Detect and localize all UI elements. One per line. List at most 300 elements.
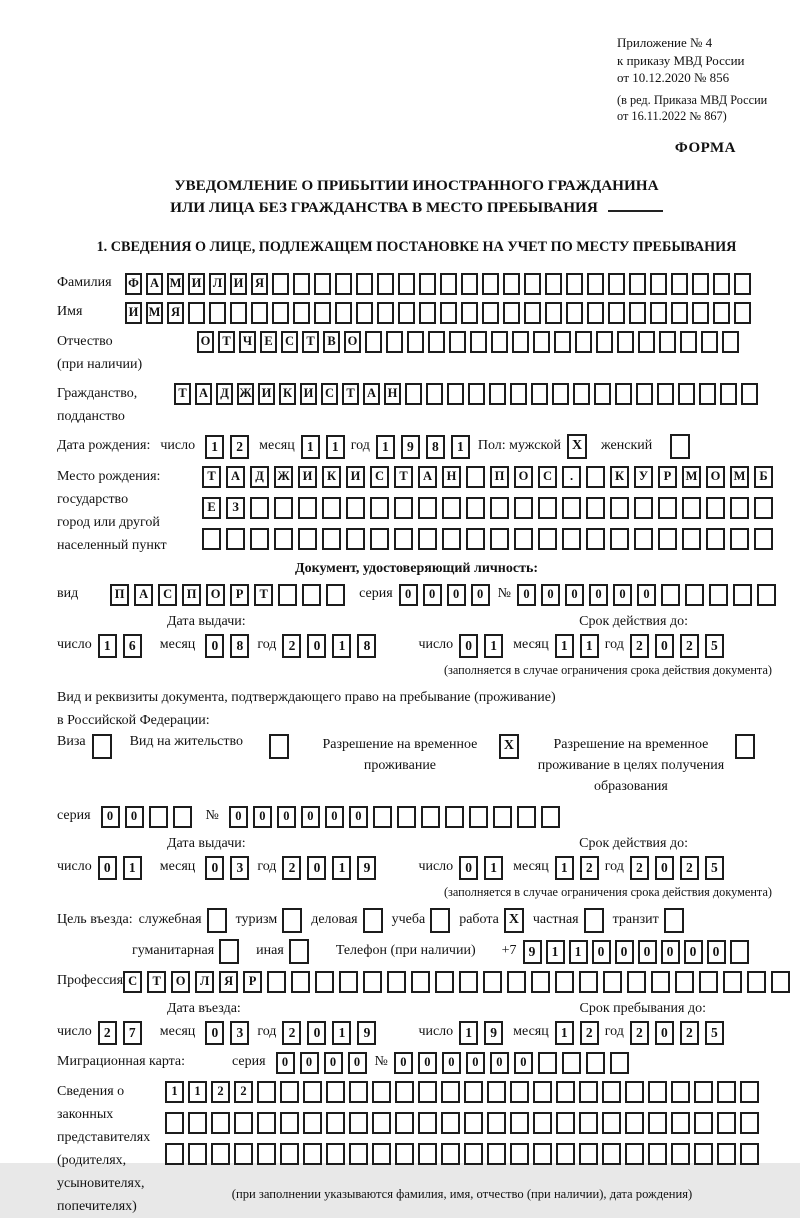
char-cell[interactable] [671, 1143, 690, 1165]
char-cell[interactable] [346, 497, 365, 519]
char-cell[interactable]: 2 [630, 856, 649, 880]
char-cell[interactable] [629, 273, 646, 295]
char-cell[interactable]: 0 [307, 1021, 326, 1045]
char-cell[interactable]: 2 [630, 634, 649, 658]
char-cell[interactable] [397, 806, 416, 828]
char-cell[interactable]: 0 [638, 940, 657, 964]
char-cell[interactable] [489, 383, 506, 405]
char-cell[interactable] [555, 971, 574, 993]
char-cell[interactable]: 0 [307, 634, 326, 658]
char-cell[interactable] [326, 1112, 345, 1134]
char-cell[interactable]: 0 [125, 806, 144, 828]
char-cell[interactable]: 5 [705, 634, 724, 658]
char-cell[interactable]: 1 [332, 634, 351, 658]
char-cell[interactable]: 1 [451, 435, 470, 459]
char-cell[interactable] [493, 806, 512, 828]
char-cell[interactable]: 1 [326, 435, 345, 459]
char-cell[interactable] [603, 971, 622, 993]
char-cell[interactable] [517, 806, 536, 828]
visa-checkbox[interactable] [92, 734, 112, 759]
char-cell[interactable] [533, 331, 550, 353]
char-cell[interactable] [579, 1112, 598, 1134]
char-cell[interactable] [706, 497, 725, 519]
char-cell[interactable] [730, 497, 749, 519]
char-cell[interactable]: Я [219, 971, 238, 993]
char-cell[interactable]: 2 [98, 1021, 117, 1045]
char-cell[interactable] [658, 497, 677, 519]
char-cell[interactable]: 1 [459, 1021, 478, 1045]
char-cell[interactable]: 0 [514, 1052, 533, 1074]
char-cell[interactable]: 1 [188, 1081, 207, 1103]
char-cell[interactable]: 0 [447, 584, 466, 606]
char-cell[interactable] [510, 383, 527, 405]
char-cell[interactable]: И [300, 383, 317, 405]
char-cell[interactable]: 1 [332, 856, 351, 880]
char-cell[interactable] [533, 1112, 552, 1134]
char-cell[interactable]: Ф [125, 273, 142, 295]
char-cell[interactable] [661, 584, 680, 606]
char-cell[interactable] [469, 806, 488, 828]
char-cell[interactable]: Ж [274, 466, 293, 488]
char-cell[interactable] [398, 302, 415, 324]
char-cell[interactable] [257, 1143, 276, 1165]
char-cell[interactable]: И [346, 466, 365, 488]
char-cell[interactable] [447, 383, 464, 405]
char-cell[interactable] [441, 1143, 460, 1165]
char-cell[interactable]: Д [250, 466, 269, 488]
char-cell[interactable] [464, 1112, 483, 1134]
char-cell[interactable] [377, 302, 394, 324]
char-cell[interactable] [326, 1081, 345, 1103]
char-cell[interactable] [566, 302, 583, 324]
char-cell[interactable]: А [363, 383, 380, 405]
char-cell[interactable]: П [490, 466, 509, 488]
char-cell[interactable]: 3 [230, 856, 249, 880]
char-cell[interactable] [339, 971, 358, 993]
char-cell[interactable]: 0 [655, 856, 674, 880]
char-cell[interactable] [234, 1112, 253, 1134]
char-cell[interactable] [545, 273, 562, 295]
char-cell[interactable] [372, 1112, 391, 1134]
char-cell[interactable]: 0 [459, 856, 478, 880]
char-cell[interactable]: 2 [234, 1081, 253, 1103]
char-cell[interactable]: Т [174, 383, 191, 405]
char-cell[interactable] [680, 331, 697, 353]
char-cell[interactable] [188, 1112, 207, 1134]
char-cell[interactable] [398, 273, 415, 295]
char-cell[interactable] [322, 528, 341, 550]
char-cell[interactable] [442, 497, 461, 519]
char-cell[interactable] [491, 331, 508, 353]
char-cell[interactable] [387, 971, 406, 993]
char-cell[interactable]: 5 [705, 856, 724, 880]
char-cell[interactable] [524, 273, 541, 295]
char-cell[interactable] [445, 806, 464, 828]
char-cell[interactable] [250, 528, 269, 550]
char-cell[interactable] [418, 497, 437, 519]
char-cell[interactable]: 0 [307, 856, 326, 880]
purpose-work-checkbox[interactable]: X [504, 908, 524, 933]
char-cell[interactable]: И [125, 302, 142, 324]
char-cell[interactable] [510, 1112, 529, 1134]
char-cell[interactable]: 0 [637, 584, 656, 606]
char-cell[interactable]: 8 [357, 634, 376, 658]
char-cell[interactable]: 1 [484, 856, 503, 880]
char-cell[interactable]: . [562, 466, 581, 488]
char-cell[interactable]: 0 [394, 1052, 413, 1074]
sex-male-checkbox[interactable]: X [567, 434, 587, 459]
char-cell[interactable] [541, 806, 560, 828]
char-cell[interactable] [659, 331, 676, 353]
char-cell[interactable] [699, 971, 718, 993]
char-cell[interactable] [562, 528, 581, 550]
char-cell[interactable] [720, 383, 737, 405]
char-cell[interactable] [349, 1143, 368, 1165]
char-cell[interactable] [586, 1052, 605, 1074]
char-cell[interactable] [303, 1143, 322, 1165]
char-cell[interactable] [441, 1081, 460, 1103]
char-cell[interactable]: Т [394, 466, 413, 488]
char-cell[interactable]: К [322, 466, 341, 488]
char-cell[interactable]: 0 [205, 1021, 224, 1045]
char-cell[interactable] [694, 1112, 713, 1134]
char-cell[interactable] [349, 1081, 368, 1103]
char-cell[interactable] [734, 273, 751, 295]
temp-residence-checkbox[interactable]: X [499, 734, 519, 759]
char-cell[interactable] [675, 971, 694, 993]
char-cell[interactable] [650, 302, 667, 324]
char-cell[interactable]: 0 [418, 1052, 437, 1074]
char-cell[interactable] [250, 497, 269, 519]
char-cell[interactable] [610, 497, 629, 519]
char-cell[interactable] [512, 331, 529, 353]
char-cell[interactable] [314, 302, 331, 324]
char-cell[interactable] [326, 584, 345, 606]
char-cell[interactable] [648, 1081, 667, 1103]
char-cell[interactable] [671, 1081, 690, 1103]
char-cell[interactable]: Л [209, 273, 226, 295]
char-cell[interactable] [730, 528, 749, 550]
char-cell[interactable] [490, 497, 509, 519]
char-cell[interactable] [314, 273, 331, 295]
char-cell[interactable] [538, 528, 557, 550]
char-cell[interactable] [625, 1081, 644, 1103]
char-cell[interactable] [346, 528, 365, 550]
char-cell[interactable] [394, 528, 413, 550]
char-cell[interactable] [426, 383, 443, 405]
char-cell[interactable] [709, 584, 728, 606]
char-cell[interactable]: Т [302, 331, 319, 353]
char-cell[interactable] [370, 497, 389, 519]
char-cell[interactable] [545, 302, 562, 324]
char-cell[interactable]: Н [442, 466, 461, 488]
char-cell[interactable] [554, 331, 571, 353]
char-cell[interactable] [608, 273, 625, 295]
char-cell[interactable] [188, 302, 205, 324]
char-cell[interactable] [579, 1081, 598, 1103]
char-cell[interactable]: М [167, 273, 184, 295]
char-cell[interactable] [335, 302, 352, 324]
char-cell[interactable]: 0 [277, 806, 296, 828]
char-cell[interactable] [395, 1143, 414, 1165]
char-cell[interactable] [322, 497, 341, 519]
char-cell[interactable]: 1 [580, 634, 599, 658]
char-cell[interactable]: К [610, 466, 629, 488]
char-cell[interactable]: 2 [680, 634, 699, 658]
char-cell[interactable] [533, 1081, 552, 1103]
char-cell[interactable] [538, 497, 557, 519]
char-cell[interactable] [524, 302, 541, 324]
char-cell[interactable]: 9 [523, 940, 542, 964]
char-cell[interactable]: 1 [205, 435, 224, 459]
char-cell[interactable] [411, 971, 430, 993]
char-cell[interactable] [587, 273, 604, 295]
char-cell[interactable]: 0 [229, 806, 248, 828]
char-cell[interactable] [173, 806, 192, 828]
char-cell[interactable]: К [279, 383, 296, 405]
char-cell[interactable] [682, 497, 701, 519]
char-cell[interactable]: 1 [98, 634, 117, 658]
char-cell[interactable] [722, 331, 739, 353]
char-cell[interactable]: 5 [705, 1021, 724, 1045]
char-cell[interactable] [579, 971, 598, 993]
char-cell[interactable]: 0 [459, 634, 478, 658]
char-cell[interactable]: 0 [471, 584, 490, 606]
char-cell[interactable] [461, 302, 478, 324]
char-cell[interactable]: 0 [423, 584, 442, 606]
char-cell[interactable] [226, 528, 245, 550]
char-cell[interactable] [209, 302, 226, 324]
char-cell[interactable] [272, 273, 289, 295]
char-cell[interactable]: Ж [237, 383, 254, 405]
char-cell[interactable] [419, 302, 436, 324]
char-cell[interactable]: 0 [655, 634, 674, 658]
char-cell[interactable] [326, 1143, 345, 1165]
char-cell[interactable]: М [730, 466, 749, 488]
char-cell[interactable]: 1 [546, 940, 565, 964]
char-cell[interactable]: О [197, 331, 214, 353]
char-cell[interactable] [394, 497, 413, 519]
char-cell[interactable] [651, 971, 670, 993]
char-cell[interactable] [278, 584, 297, 606]
char-cell[interactable] [510, 1143, 529, 1165]
char-cell[interactable] [586, 528, 605, 550]
char-cell[interactable]: О [206, 584, 225, 606]
char-cell[interactable] [552, 383, 569, 405]
char-cell[interactable] [421, 806, 440, 828]
char-cell[interactable] [706, 528, 725, 550]
char-cell[interactable]: Л [195, 971, 214, 993]
char-cell[interactable] [531, 383, 548, 405]
char-cell[interactable] [740, 1081, 759, 1103]
char-cell[interactable]: А [195, 383, 212, 405]
char-cell[interactable] [440, 302, 457, 324]
char-cell[interactable] [740, 1143, 759, 1165]
char-cell[interactable] [293, 273, 310, 295]
char-cell[interactable] [267, 971, 286, 993]
char-cell[interactable] [741, 383, 758, 405]
char-cell[interactable]: Е [202, 497, 221, 519]
char-cell[interactable]: 0 [348, 1052, 367, 1074]
char-cell[interactable] [671, 1112, 690, 1134]
char-cell[interactable]: 8 [230, 634, 249, 658]
char-cell[interactable] [377, 273, 394, 295]
char-cell[interactable] [575, 331, 592, 353]
char-cell[interactable]: Р [658, 466, 677, 488]
char-cell[interactable] [386, 331, 403, 353]
char-cell[interactable]: 0 [301, 806, 320, 828]
char-cell[interactable]: М [682, 466, 701, 488]
char-cell[interactable] [293, 302, 310, 324]
char-cell[interactable]: 3 [230, 1021, 249, 1045]
char-cell[interactable] [596, 331, 613, 353]
char-cell[interactable] [280, 1112, 299, 1134]
char-cell[interactable] [627, 971, 646, 993]
char-cell[interactable] [671, 273, 688, 295]
char-cell[interactable] [514, 528, 533, 550]
char-cell[interactable]: 0 [707, 940, 726, 964]
sex-female-checkbox[interactable] [670, 434, 690, 459]
char-cell[interactable]: 0 [253, 806, 272, 828]
char-cell[interactable]: 1 [555, 634, 574, 658]
char-cell[interactable] [440, 273, 457, 295]
char-cell[interactable] [556, 1143, 575, 1165]
char-cell[interactable]: С [158, 584, 177, 606]
char-cell[interactable]: И [230, 273, 247, 295]
char-cell[interactable]: Д [216, 383, 233, 405]
char-cell[interactable]: 0 [684, 940, 703, 964]
char-cell[interactable] [230, 302, 247, 324]
char-cell[interactable]: 0 [349, 806, 368, 828]
char-cell[interactable] [754, 497, 773, 519]
char-cell[interactable] [466, 466, 485, 488]
char-cell[interactable]: 1 [123, 856, 142, 880]
char-cell[interactable] [407, 331, 424, 353]
char-cell[interactable] [373, 806, 392, 828]
char-cell[interactable] [602, 1143, 621, 1165]
residence-permit-checkbox[interactable] [269, 734, 289, 759]
purpose-other-checkbox[interactable] [289, 939, 309, 964]
char-cell[interactable]: 1 [555, 856, 574, 880]
char-cell[interactable]: 1 [484, 634, 503, 658]
char-cell[interactable] [370, 528, 389, 550]
char-cell[interactable]: Я [167, 302, 184, 324]
char-cell[interactable] [280, 1143, 299, 1165]
char-cell[interactable]: О [171, 971, 190, 993]
char-cell[interactable]: 0 [300, 1052, 319, 1074]
char-cell[interactable] [395, 1081, 414, 1103]
char-cell[interactable] [356, 302, 373, 324]
char-cell[interactable] [234, 1143, 253, 1165]
char-cell[interactable] [202, 528, 221, 550]
char-cell[interactable] [482, 273, 499, 295]
char-cell[interactable] [566, 273, 583, 295]
purpose-transit-checkbox[interactable] [664, 908, 684, 933]
char-cell[interactable]: 2 [282, 1021, 301, 1045]
char-cell[interactable] [734, 302, 751, 324]
char-cell[interactable] [487, 1112, 506, 1134]
char-cell[interactable]: С [281, 331, 298, 353]
char-cell[interactable] [356, 273, 373, 295]
char-cell[interactable]: 6 [123, 634, 142, 658]
char-cell[interactable] [510, 1081, 529, 1103]
char-cell[interactable]: 9 [357, 856, 376, 880]
char-cell[interactable] [302, 584, 321, 606]
char-cell[interactable] [466, 528, 485, 550]
char-cell[interactable]: 7 [123, 1021, 142, 1045]
char-cell[interactable]: Б [754, 466, 773, 488]
char-cell[interactable] [303, 1081, 322, 1103]
char-cell[interactable]: 0 [661, 940, 680, 964]
char-cell[interactable] [692, 302, 709, 324]
char-cell[interactable] [503, 302, 520, 324]
char-cell[interactable] [648, 1143, 667, 1165]
char-cell[interactable]: С [321, 383, 338, 405]
char-cell[interactable] [449, 331, 466, 353]
char-cell[interactable]: А [226, 466, 245, 488]
char-cell[interactable] [365, 331, 382, 353]
char-cell[interactable] [418, 1143, 437, 1165]
char-cell[interactable]: И [258, 383, 275, 405]
char-cell[interactable] [149, 806, 168, 828]
char-cell[interactable]: 0 [101, 806, 120, 828]
char-cell[interactable] [395, 1112, 414, 1134]
char-cell[interactable] [503, 273, 520, 295]
char-cell[interactable] [713, 273, 730, 295]
char-cell[interactable]: Н [384, 383, 401, 405]
char-cell[interactable] [487, 1143, 506, 1165]
char-cell[interactable] [573, 383, 590, 405]
char-cell[interactable]: Р [230, 584, 249, 606]
char-cell[interactable]: 9 [357, 1021, 376, 1045]
char-cell[interactable] [638, 331, 655, 353]
char-cell[interactable]: 0 [592, 940, 611, 964]
char-cell[interactable]: 0 [205, 634, 224, 658]
char-cell[interactable]: 9 [401, 435, 420, 459]
char-cell[interactable]: И [298, 466, 317, 488]
char-cell[interactable]: 0 [615, 940, 634, 964]
char-cell[interactable] [648, 1112, 667, 1134]
char-cell[interactable] [723, 971, 742, 993]
char-cell[interactable] [335, 273, 352, 295]
purpose-business-checkbox[interactable] [363, 908, 383, 933]
char-cell[interactable]: А [134, 584, 153, 606]
char-cell[interactable] [418, 1081, 437, 1103]
char-cell[interactable] [466, 497, 485, 519]
char-cell[interactable] [531, 971, 550, 993]
char-cell[interactable] [298, 528, 317, 550]
temp-residence-education-checkbox[interactable] [735, 734, 755, 759]
char-cell[interactable] [315, 971, 334, 993]
char-cell[interactable]: С [370, 466, 389, 488]
purpose-tourism-checkbox[interactable] [282, 908, 302, 933]
char-cell[interactable] [586, 497, 605, 519]
char-cell[interactable] [650, 273, 667, 295]
char-cell[interactable] [188, 1143, 207, 1165]
char-cell[interactable] [586, 466, 605, 488]
char-cell[interactable] [634, 528, 653, 550]
char-cell[interactable]: 0 [325, 806, 344, 828]
char-cell[interactable] [713, 302, 730, 324]
char-cell[interactable] [717, 1081, 736, 1103]
char-cell[interactable] [717, 1143, 736, 1165]
char-cell[interactable] [211, 1143, 230, 1165]
char-cell[interactable] [658, 528, 677, 550]
char-cell[interactable] [441, 1112, 460, 1134]
purpose-study-checkbox[interactable] [430, 908, 450, 933]
char-cell[interactable] [303, 1112, 322, 1134]
char-cell[interactable]: 8 [426, 435, 445, 459]
